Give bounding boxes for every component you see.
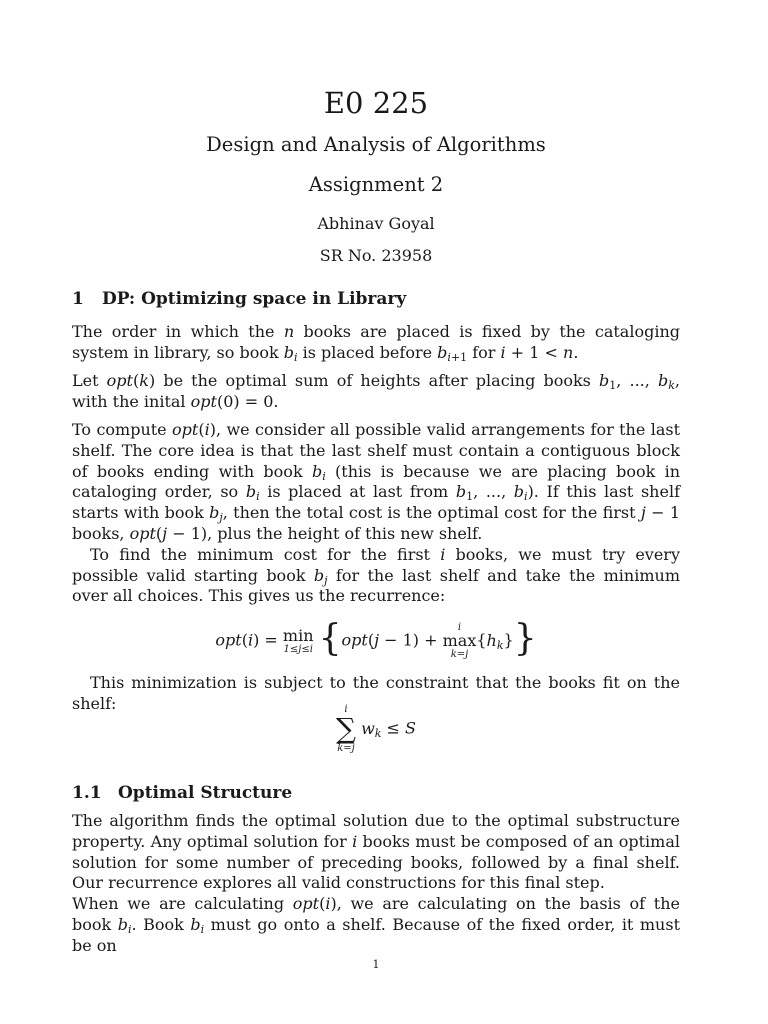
course-name: Design and Analysis of Algorithms (206, 133, 546, 156)
sr-number: SR No. 23958 (319, 246, 433, 265)
subsection-heading (72, 783, 292, 803)
min-operator: min 1≤j≤i (282, 625, 314, 655)
section-title: DP: Optimizing space in Library (102, 289, 407, 309)
section-number: 1 (72, 289, 84, 309)
paragraph-constraint: This minimization is subject to the constraint that the books fit on the shelf: (72, 673, 680, 713)
constraint-equation: i ∑ k=j $w_k \le S$ (335, 704, 416, 754)
paragraph-compute: To compute opt(i), we consider all possible valid arrangements for the last shelf. The core idea is that the last shelf must contain a contiguous block of books ending with book $b_i$ (this is because we are placing book in cataloging order, so $b_i$ is placed at last from $b_1$, ..., $b_i$). If this last shelf starts with book $b_j$, then the total cost is the optimal cost for the first j − 1 books, opt(j − 1), plus the height of this new shelf. To find the minimum cost for the first i books, we must try every possible valid starting book $b_j$ for the last shelf and take the minimum over all choices. This gives us the recurrence: (72, 420, 681, 606)
author-name: Abhinav Goyal (317, 214, 435, 233)
section-heading (72, 289, 406, 309)
paragraph-order: The order in which the n books are placed is fixed by the cataloging system in library, so book $b_i$ is placed before $b_{i+1}$ for i + 1 < n. (72, 322, 681, 364)
subsection-title: Optimal Structure (118, 783, 293, 803)
page-number: 1 (372, 958, 380, 971)
subsection-number: 1.1 (72, 783, 102, 803)
recurrence-equation: opt(i) = min 1≤j≤i {opt(j − 1) + i max k=j $\{h_k\}$} (215, 618, 537, 660)
paragraph-opt-definition: Let opt(k) be the optimal sum of heights after placing books $b_1$, ..., $b_k$, with the inital opt(0) = 0. (72, 371, 681, 411)
document-title: E0 225 (323, 86, 429, 120)
sum-operator: i ∑ k=j (335, 704, 356, 754)
assignment-label: Assignment 2 (308, 173, 444, 196)
max-operator: i max k=j (442, 622, 477, 660)
paragraph-optimal-structure: The algorithm finds the optimal solution due to the optimal substructure property. Any optimal solution for i books must be composed of an optimal solution for some number of preceding books, followed by a final shelf. Our recurrence explores all valid constructions for this final step. When we are calculating opt(i), we are calculating on the basis of the book $b_i$. Book $b_i$ must go onto a shelf. Because of the fixed order, it must be on (72, 811, 681, 955)
